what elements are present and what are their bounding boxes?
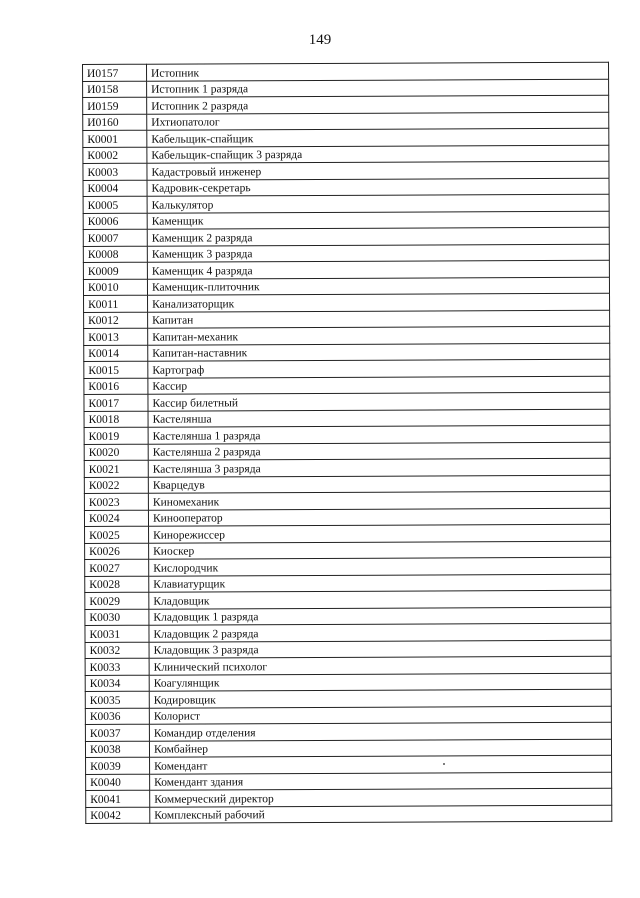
occupation-code: К0024 xyxy=(84,510,148,527)
occupation-name: Коагулянщик xyxy=(149,673,611,692)
occupation-name: Картограф xyxy=(148,359,610,378)
occupation-name: Кастелянша 3 разряда xyxy=(148,458,610,477)
occupation-code: К0010 xyxy=(83,279,147,296)
scan-speck xyxy=(443,763,445,765)
occupation-code: К0018 xyxy=(84,411,148,428)
occupation-code: К0037 xyxy=(85,724,149,741)
occupation-name: Каменщик 4 разряда xyxy=(147,260,609,279)
occupation-code: К0029 xyxy=(85,592,149,609)
occupation-code: К0027 xyxy=(85,559,149,576)
occupation-name: Канализаторщик xyxy=(148,293,610,312)
occupation-code: К0008 xyxy=(83,246,147,263)
occupation-name: Коммерческий директор xyxy=(150,788,612,807)
occupation-code: К0031 xyxy=(85,625,149,642)
occupation-code: К0013 xyxy=(84,328,148,345)
occupation-name: Кастелянша xyxy=(148,409,610,428)
occupation-code: К0011 xyxy=(84,295,148,312)
occupation-code: К0035 xyxy=(85,691,149,708)
occupation-code: И0157 xyxy=(83,64,147,81)
occupation-name: Каменщик 2 разряда xyxy=(147,227,609,246)
occupation-name: Кабельщик-спайщик 3 разряда xyxy=(147,145,609,164)
occupation-code: К0005 xyxy=(83,196,147,213)
occupation-name: Кладовщик 2 разряда xyxy=(149,623,611,642)
occupation-name: Комплексный рабочий xyxy=(150,805,612,824)
occupation-code: К0042 xyxy=(86,807,150,824)
occupation-code: И0160 xyxy=(83,114,147,131)
occupation-name: Кассир билетный xyxy=(148,392,610,411)
occupation-code: К0022 xyxy=(84,477,148,494)
occupation-name: Киоскер xyxy=(149,541,611,560)
occupation-code: К0004 xyxy=(83,180,147,197)
occupation-code: К0003 xyxy=(83,163,147,180)
occupation-code: К0041 xyxy=(86,790,150,807)
occupation-code: К0009 xyxy=(83,262,147,279)
occupation-code: К0025 xyxy=(85,526,149,543)
occupation-name: Истопник 2 разряда xyxy=(147,95,609,114)
occupation-code: К0028 xyxy=(85,576,149,593)
occupation-name: Каменщик 3 разряда xyxy=(147,244,609,263)
occupation-name: Кладовщик 1 разряда xyxy=(149,607,611,626)
occupation-name: Кадровик-секретарь xyxy=(147,178,609,197)
occupation-name: Кадастровый инженер xyxy=(147,161,609,180)
occupation-code: К0034 xyxy=(85,675,149,692)
occupation-code: К0020 xyxy=(84,444,148,461)
occupation-name: Киномеханик xyxy=(148,491,610,510)
occupation-name: Комендант xyxy=(150,755,612,774)
occupation-table-container xyxy=(82,62,612,824)
occupation-code: К0007 xyxy=(83,229,147,246)
table-row xyxy=(86,805,612,824)
occupation-code: К0002 xyxy=(83,147,147,164)
occupation-code: К0017 xyxy=(84,394,148,411)
occupation-name: Кассир xyxy=(148,376,610,395)
occupation-code: К0030 xyxy=(85,609,149,626)
occupation-name: Кварцедув xyxy=(148,475,610,494)
occupation-name: Кастелянша 2 разряда xyxy=(148,442,610,461)
occupation-name: Кабельщик-спайщик xyxy=(147,128,609,147)
occupation-name: Ихтиопатолог xyxy=(147,112,609,131)
occupation-name: Комбайнер xyxy=(149,739,611,758)
occupation-code: К0036 xyxy=(85,708,149,725)
occupation-code: И0158 xyxy=(83,81,147,98)
occupation-name: Капитан-механик xyxy=(148,326,610,345)
occupation-name: Капитан xyxy=(148,310,610,329)
occupation-code: К0019 xyxy=(84,427,148,444)
occupation-code: К0032 xyxy=(85,642,149,659)
occupation-name: Каменщик-плиточник xyxy=(147,277,609,296)
occupation-name: Кинорежиссер xyxy=(149,524,611,543)
occupation-code: К0038 xyxy=(85,741,149,758)
occupation-name: Кислородчик xyxy=(149,557,611,576)
occupation-code: К0016 xyxy=(84,378,148,395)
occupation-name: Капитан-наставник xyxy=(148,343,610,362)
occupation-name: Клавиатурщик xyxy=(149,574,611,593)
occupation-code: К0033 xyxy=(85,658,149,675)
occupation-name: Кладовщик 3 разряда xyxy=(149,640,611,659)
occupation-code: К0015 xyxy=(84,361,148,378)
occupation-name: Колорист xyxy=(149,706,611,725)
occupation-name: Комендант здания xyxy=(150,772,612,791)
occupation-name: Клинический психолог xyxy=(149,656,611,675)
occupation-table-body xyxy=(83,62,612,823)
occupation-code: К0039 xyxy=(86,757,150,774)
occupation-code: К0026 xyxy=(85,543,149,560)
occupation-name: Каменщик xyxy=(147,211,609,230)
occupation-code: К0021 xyxy=(84,460,148,477)
occupation-code: К0006 xyxy=(83,213,147,230)
occupation-name: Истопник 1 разряда xyxy=(147,79,609,98)
occupation-name: Кодировщик xyxy=(149,689,611,708)
occupation-name: Истопник xyxy=(147,62,609,81)
occupation-code: К0012 xyxy=(84,312,148,329)
occupation-code: К0023 xyxy=(84,493,148,510)
occupation-code: К0001 xyxy=(83,130,147,147)
occupation-name: Кладовщик xyxy=(149,590,611,609)
occupation-code: И0159 xyxy=(83,97,147,114)
occupation-name: Кастелянша 1 разряда xyxy=(148,425,610,444)
occupation-code: К0014 xyxy=(84,345,148,362)
occupation-name: Командир отделения xyxy=(149,722,611,741)
occupation-name: Калькулятор xyxy=(147,194,609,213)
page-number: 149 xyxy=(308,32,332,48)
occupation-name: Кинооператор xyxy=(148,508,610,527)
occupation-table xyxy=(82,62,612,824)
occupation-code: К0040 xyxy=(86,774,150,791)
